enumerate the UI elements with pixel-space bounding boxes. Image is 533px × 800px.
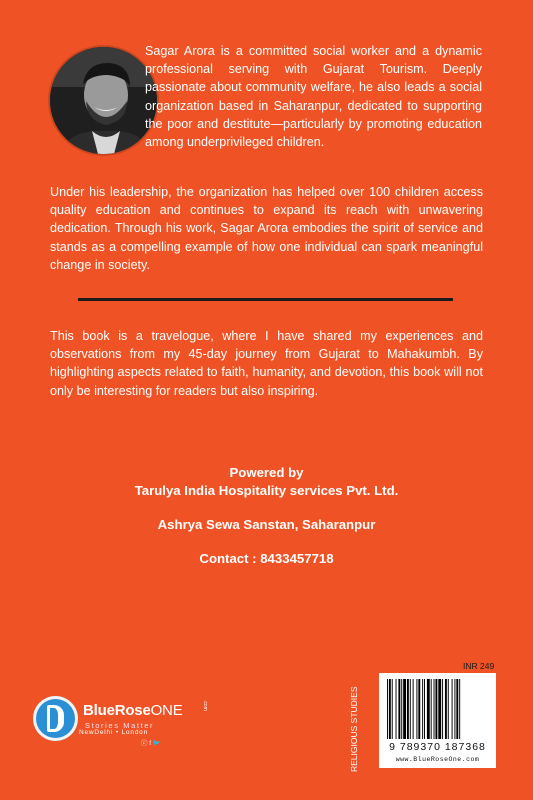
section-divider [78,298,453,301]
barcode-bar [413,679,414,739]
book-category-text: RELIGIOUS STUDIES [349,686,359,772]
barcode-bar [459,679,460,739]
publisher-tagline: Stories Matter [85,721,155,730]
barcode-bar [452,679,453,739]
barcode-bar [435,679,437,739]
barcode-bar [418,679,420,739]
barcode-bar [389,679,391,739]
barcode-bar [401,679,402,739]
barcode-bar [396,679,397,739]
barcode-bar [454,679,455,739]
barcode-bar [434,679,435,739]
barcode-bar [424,679,425,739]
barcode-bars [385,679,490,741]
publisher-dotcom: .com [202,700,208,711]
barcode-bar [410,679,411,739]
publisher-cities: NewDelhi • London [79,729,148,736]
barcode-bar [456,679,458,739]
barcode-bar [416,679,417,739]
isbn-number: 9 789370 187368 [389,741,486,753]
publisher-name [83,702,183,719]
publisher-logo [33,696,208,748]
publisher-name-one: ONE [150,702,183,719]
company-name: Tarulya India Hospitality services Pvt. Ltd. [134,483,399,498]
book-category [350,668,372,772]
barcode-bar [398,679,400,739]
organization-name: Ashrya Sewa Sanstan, Saharanpur [157,517,376,532]
barcode-bar [438,679,441,739]
book-blurb: This book is a travelogue, where I have shared my experiences and observations from my 45-day journey from Gujarat to Mahakumbh. By highlighting aspects related to faith, humanity, and devotion, this book will not only be interesting for readers but also inspiring. [50,329,483,398]
author-bio-second: Under his leadership, the organization has helped over 100 children access quality education and continues to expand its reach with unwavering dedication. Through his work, Sagar Arora embodies the spirit of service and stands as a compelling example of how one individual can spark meaningful change in society. [50,185,483,272]
barcode-bar [427,679,430,739]
powered-by-label: Powered by [229,465,304,480]
publisher-social-icons: ⓒ f 🐦 [141,740,162,747]
barcode-bar [448,679,449,739]
credits-block [0,464,533,568]
author-photo [50,47,157,154]
barcode-bar [442,679,443,739]
barcode-bar [387,679,388,739]
barcode-bar [422,679,423,739]
barcode-bar [403,679,406,739]
author-bio-first: Sagar Arora is a committed social worker and a dynamic professional serving with Gujarat Tourism. Deeply passionate about community welfare, he also leads a social organization based in Saharanpur, dedicated to supporting the poor and destitute—particularly by promoting education among underprivileged children. [145,44,482,150]
book-price: INR 249 [463,661,495,671]
barcode-bar [407,679,409,739]
barcode-bar [392,679,393,739]
publisher-url: www.BlueRoseOne.com [395,756,480,763]
barcode-bar [431,679,432,739]
contact-info: Contact : 8433457718 [199,551,334,566]
isbn-barcode [379,673,496,768]
publisher-badge-icon [33,696,78,741]
publisher-name-blue: BlueRose [83,702,151,719]
barcode-bar [445,679,447,739]
